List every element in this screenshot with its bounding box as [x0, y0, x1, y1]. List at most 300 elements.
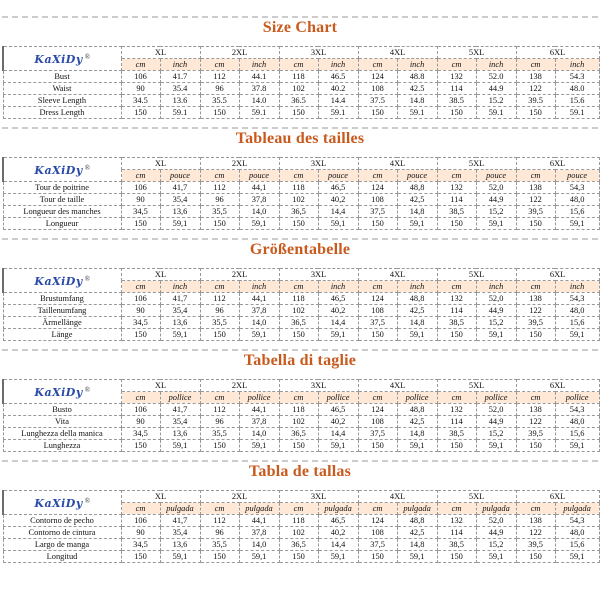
measurement-value: 39,5	[516, 317, 555, 329]
size-header-3xl: 3XL	[279, 158, 358, 170]
size-header-xl: XL	[121, 47, 200, 59]
measurement-value: 150	[279, 551, 318, 563]
measurement-value: 54.3	[555, 71, 599, 83]
measurement-value: 122	[516, 527, 555, 539]
measurement-value: 41.7	[160, 71, 200, 83]
measurement-value: 14,4	[318, 539, 358, 551]
size-table	[2, 268, 600, 341]
unit-cm: cm	[121, 392, 160, 404]
size-header-5xl: 5XL	[437, 158, 516, 170]
measurement-value: 42,5	[397, 305, 437, 317]
measurement-value: 40,2	[318, 194, 358, 206]
measurement-value: 59.1	[318, 107, 358, 119]
measurement-value: 44,1	[239, 182, 279, 194]
measurement-value: 150	[279, 440, 318, 452]
measurement-value: 150	[358, 440, 397, 452]
measurement-value: 59,1	[397, 218, 437, 230]
measurement-label: Longitud	[3, 551, 121, 563]
measurement-value: 150	[437, 107, 476, 119]
measurement-label: Dress Length	[3, 107, 121, 119]
measurement-label: Bust	[3, 71, 121, 83]
measurement-value: 59,1	[160, 218, 200, 230]
measurement-value: 41,7	[160, 293, 200, 305]
measurement-value: 108	[358, 527, 397, 539]
unit-inch: inch	[397, 281, 437, 293]
size-header-3xl: 3XL	[279, 47, 358, 59]
measurement-value: 36,5	[279, 317, 318, 329]
size-table-section	[2, 452, 598, 563]
measurement-value: 35,5	[200, 539, 239, 551]
section-title: Tabla de tallas	[249, 463, 351, 480]
measurement-value: 42,5	[397, 527, 437, 539]
size-chart-page	[2, 8, 598, 563]
unit-inch: inch	[239, 281, 279, 293]
measurement-value: 15,6	[555, 428, 599, 440]
size-header-xl: XL	[121, 380, 200, 392]
size-header-4xl: 4XL	[358, 269, 437, 281]
measurement-value: 138	[516, 71, 555, 83]
measurement-value: 52,0	[476, 293, 516, 305]
unit-inch: inch	[239, 59, 279, 71]
unit-inch: pulgada	[318, 503, 358, 515]
measurement-value: 59,1	[160, 329, 200, 341]
measurement-value: 96	[200, 305, 239, 317]
measurement-value: 52,0	[476, 404, 516, 416]
measurement-value: 37,5	[358, 428, 397, 440]
section-title-bar	[2, 230, 598, 268]
measurement-value: 59,1	[397, 551, 437, 563]
brand-logo-text: KaXiDy	[34, 385, 83, 399]
measurement-value: 132	[437, 182, 476, 194]
measurement-value: 40,2	[318, 305, 358, 317]
measurement-value: 96	[200, 83, 239, 95]
unit-cm: cm	[516, 281, 555, 293]
unit-cm: cm	[516, 392, 555, 404]
unit-cm: cm	[358, 281, 397, 293]
unit-inch: pouce	[555, 170, 599, 182]
measurement-label: Largo de manga	[3, 539, 121, 551]
measurement-value: 59,1	[160, 551, 200, 563]
size-header-3xl: 3XL	[279, 380, 358, 392]
measurement-value: 138	[516, 515, 555, 527]
unit-cm: cm	[279, 59, 318, 71]
measurement-value: 48.8	[397, 71, 437, 83]
measurement-value: 150	[279, 329, 318, 341]
brand-logo	[3, 491, 121, 515]
unit-cm: cm	[437, 503, 476, 515]
measurement-value: 44,9	[476, 527, 516, 539]
brand-logo-text: KaXiDy	[34, 274, 83, 288]
measurement-value: 150	[437, 551, 476, 563]
section-title-bar	[2, 452, 598, 490]
measurement-value: 37,5	[358, 206, 397, 218]
table-row	[3, 515, 599, 527]
size-header-5xl: 5XL	[437, 269, 516, 281]
measurement-value: 138	[516, 404, 555, 416]
brand-logo-text: KaXiDy	[34, 496, 83, 510]
measurement-value: 42.5	[397, 83, 437, 95]
measurement-value: 15.6	[555, 95, 599, 107]
measurement-value: 14,8	[397, 539, 437, 551]
measurement-value: 48,0	[555, 416, 599, 428]
brand-logo	[3, 158, 121, 182]
unit-inch: pollice	[397, 392, 437, 404]
measurement-label: Waist	[3, 83, 121, 95]
measurement-value: 37,8	[239, 416, 279, 428]
unit-cm: cm	[200, 170, 239, 182]
measurement-value: 35,5	[200, 317, 239, 329]
unit-cm: cm	[437, 59, 476, 71]
unit-inch: pulgada	[160, 503, 200, 515]
unit-cm: cm	[358, 392, 397, 404]
size-header-row	[3, 269, 599, 281]
measurement-value: 15,2	[476, 317, 516, 329]
measurement-value: 90	[121, 416, 160, 428]
measurement-label: Taillenumfang	[3, 305, 121, 317]
measurement-value: 90	[121, 527, 160, 539]
measurement-value: 96	[200, 416, 239, 428]
measurement-value: 124	[358, 515, 397, 527]
table-row	[3, 428, 599, 440]
registered-mark: ®	[84, 163, 91, 172]
measurement-value: 14,0	[239, 428, 279, 440]
size-header-3xl: 3XL	[279, 269, 358, 281]
measurement-value: 114	[437, 416, 476, 428]
measurement-value: 35,4	[160, 305, 200, 317]
size-header-xl: XL	[121, 269, 200, 281]
measurement-value: 106	[121, 293, 160, 305]
measurement-value: 118	[279, 515, 318, 527]
dashed-divider	[2, 460, 598, 462]
unit-cm: cm	[516, 503, 555, 515]
dashed-divider	[2, 127, 598, 129]
measurement-value: 132	[437, 293, 476, 305]
measurement-value: 150	[516, 329, 555, 341]
unit-cm: cm	[279, 392, 318, 404]
measurement-value: 59,1	[239, 440, 279, 452]
table-row	[3, 71, 599, 83]
measurement-value: 114	[437, 194, 476, 206]
measurement-value: 39,5	[516, 539, 555, 551]
measurement-value: 102	[279, 305, 318, 317]
measurement-value: 42,5	[397, 416, 437, 428]
brand-logo-text: KaXiDy	[34, 163, 83, 177]
measurement-value: 150	[121, 107, 160, 119]
measurement-value: 108	[358, 83, 397, 95]
size-header-4xl: 4XL	[358, 491, 437, 503]
measurement-value: 118	[279, 182, 318, 194]
unit-cm: cm	[437, 281, 476, 293]
unit-cm: cm	[121, 59, 160, 71]
size-header-xl: XL	[121, 491, 200, 503]
measurement-value: 36,5	[279, 539, 318, 551]
size-header-2xl: 2XL	[200, 380, 279, 392]
measurement-value: 46,5	[318, 182, 358, 194]
measurement-value: 118	[279, 293, 318, 305]
measurement-value: 35,4	[160, 194, 200, 206]
table-row	[3, 416, 599, 428]
unit-inch: pouce	[239, 170, 279, 182]
measurement-value: 59.1	[239, 107, 279, 119]
section-title-bar	[2, 119, 598, 157]
measurement-value: 48,8	[397, 293, 437, 305]
measurement-value: 150	[200, 107, 239, 119]
size-table	[2, 157, 600, 230]
unit-inch: pulgada	[397, 503, 437, 515]
size-header-5xl: 5XL	[437, 491, 516, 503]
measurement-value: 13,6	[160, 317, 200, 329]
brand-logo	[3, 269, 121, 293]
measurement-value: 44,9	[476, 305, 516, 317]
measurement-label: Sleeve Length	[3, 95, 121, 107]
measurement-value: 59,1	[397, 440, 437, 452]
measurement-value: 15,2	[476, 428, 516, 440]
measurement-value: 14,0	[239, 539, 279, 551]
measurement-value: 36.5	[279, 95, 318, 107]
measurement-value: 44,1	[239, 293, 279, 305]
measurement-value: 96	[200, 194, 239, 206]
measurement-value: 59,1	[160, 440, 200, 452]
unit-inch: inch	[397, 59, 437, 71]
measurement-value: 37.5	[358, 95, 397, 107]
measurement-value: 124	[358, 182, 397, 194]
unit-cm: cm	[358, 503, 397, 515]
unit-cm: cm	[437, 392, 476, 404]
measurement-value: 14,0	[239, 317, 279, 329]
measurement-value: 112	[200, 182, 239, 194]
measurement-value: 150	[516, 551, 555, 563]
measurement-value: 59,1	[476, 329, 516, 341]
measurement-value: 38,5	[437, 206, 476, 218]
unit-inch: inch	[318, 281, 358, 293]
unit-cm: cm	[121, 281, 160, 293]
unit-cm: cm	[279, 503, 318, 515]
size-header-6xl: 6XL	[516, 47, 599, 59]
size-table	[2, 379, 600, 452]
measurement-value: 14,4	[318, 206, 358, 218]
table-row	[3, 305, 599, 317]
measurement-value: 34,5	[121, 317, 160, 329]
measurement-value: 150	[437, 329, 476, 341]
measurement-value: 46,5	[318, 404, 358, 416]
measurement-value: 46.5	[318, 71, 358, 83]
unit-cm: cm	[121, 170, 160, 182]
measurement-label: Tour de taille	[3, 194, 121, 206]
measurement-value: 15,6	[555, 317, 599, 329]
measurement-value: 15,6	[555, 206, 599, 218]
measurement-value: 54,3	[555, 515, 599, 527]
measurement-value: 40.2	[318, 83, 358, 95]
size-table	[2, 490, 600, 563]
measurement-value: 41,7	[160, 182, 200, 194]
measurement-value: 102	[279, 527, 318, 539]
measurement-value: 39,5	[516, 206, 555, 218]
measurement-value: 118	[279, 404, 318, 416]
measurement-value: 59,1	[318, 440, 358, 452]
unit-inch: pollice	[160, 392, 200, 404]
measurement-value: 59.1	[476, 107, 516, 119]
unit-inch: pulgada	[476, 503, 516, 515]
measurement-value: 150	[121, 218, 160, 230]
measurement-value: 15,6	[555, 539, 599, 551]
measurement-value: 35,5	[200, 206, 239, 218]
unit-cm: cm	[279, 170, 318, 182]
measurement-value: 106	[121, 404, 160, 416]
measurement-value: 14,8	[397, 428, 437, 440]
size-header-5xl: 5XL	[437, 380, 516, 392]
measurement-value: 15,2	[476, 539, 516, 551]
size-table-section	[2, 341, 598, 452]
measurement-value: 48,8	[397, 404, 437, 416]
unit-inch: inch	[160, 59, 200, 71]
measurement-value: 112	[200, 404, 239, 416]
dashed-divider	[2, 238, 598, 240]
unit-cm: cm	[121, 503, 160, 515]
table-row	[3, 95, 599, 107]
measurement-value: 150	[358, 551, 397, 563]
measurement-value: 48.0	[555, 83, 599, 95]
measurement-value: 59.1	[397, 107, 437, 119]
size-header-4xl: 4XL	[358, 47, 437, 59]
measurement-value: 44,1	[239, 404, 279, 416]
measurement-value: 14,8	[397, 206, 437, 218]
measurement-label: Busto	[3, 404, 121, 416]
measurement-value: 37,8	[239, 305, 279, 317]
measurement-value: 59,1	[555, 329, 599, 341]
measurement-value: 59,1	[239, 329, 279, 341]
measurement-label: Vita	[3, 416, 121, 428]
measurement-value: 59,1	[476, 551, 516, 563]
measurement-value: 150	[200, 218, 239, 230]
measurement-value: 46,5	[318, 293, 358, 305]
table-row	[3, 206, 599, 218]
measurement-value: 59,1	[239, 218, 279, 230]
unit-cm: cm	[200, 392, 239, 404]
size-header-2xl: 2XL	[200, 47, 279, 59]
size-table	[2, 46, 600, 119]
measurement-value: 150	[279, 218, 318, 230]
measurement-label: Longueur	[3, 218, 121, 230]
measurement-value: 44,9	[476, 194, 516, 206]
measurement-value: 118	[279, 71, 318, 83]
measurement-value: 90	[121, 305, 160, 317]
measurement-value: 150	[358, 107, 397, 119]
measurement-value: 132	[437, 71, 476, 83]
unit-inch: inch	[318, 59, 358, 71]
brand-logo	[3, 380, 121, 404]
measurement-value: 150	[358, 218, 397, 230]
unit-cm: cm	[358, 170, 397, 182]
measurement-value: 150	[200, 329, 239, 341]
measurement-value: 40,2	[318, 416, 358, 428]
measurement-value: 59,1	[476, 218, 516, 230]
measurement-label: Lunghezza	[3, 440, 121, 452]
unit-inch: inch	[476, 281, 516, 293]
measurement-value: 96	[200, 527, 239, 539]
table-row	[3, 329, 599, 341]
table-row	[3, 440, 599, 452]
unit-cm: cm	[200, 281, 239, 293]
measurement-value: 132	[437, 515, 476, 527]
measurement-value: 106	[121, 182, 160, 194]
size-header-xl: XL	[121, 158, 200, 170]
unit-inch: pollice	[318, 392, 358, 404]
table-row	[3, 539, 599, 551]
table-row	[3, 293, 599, 305]
size-header-row	[3, 491, 599, 503]
measurement-label: Longueur des manches	[3, 206, 121, 218]
measurement-value: 122	[516, 83, 555, 95]
unit-inch: inch	[555, 59, 599, 71]
measurement-value: 124	[358, 71, 397, 83]
measurement-value: 114	[437, 305, 476, 317]
measurement-value: 37,8	[239, 194, 279, 206]
section-title-bar	[2, 8, 598, 46]
unit-cm: cm	[358, 59, 397, 71]
brand-logo-text: KaXiDy	[34, 52, 83, 66]
measurement-value: 122	[516, 305, 555, 317]
size-header-6xl: 6XL	[516, 158, 599, 170]
unit-cm: cm	[437, 170, 476, 182]
measurement-value: 124	[358, 293, 397, 305]
section-title: Tableau des tailles	[235, 130, 365, 147]
measurement-value: 59,1	[555, 440, 599, 452]
measurement-value: 52,0	[476, 515, 516, 527]
table-row	[3, 218, 599, 230]
measurement-value: 150	[200, 440, 239, 452]
measurement-value: 150	[358, 329, 397, 341]
unit-inch: pouce	[397, 170, 437, 182]
measurement-value: 122	[516, 416, 555, 428]
measurement-value: 150	[121, 440, 160, 452]
measurement-value: 14,4	[318, 428, 358, 440]
measurement-value: 108	[358, 305, 397, 317]
table-row	[3, 107, 599, 119]
measurement-value: 14,8	[397, 317, 437, 329]
measurement-value: 44,9	[476, 416, 516, 428]
measurement-value: 132	[437, 404, 476, 416]
measurement-value: 112	[200, 515, 239, 527]
measurement-value: 15.2	[476, 95, 516, 107]
measurement-value: 90	[121, 194, 160, 206]
unit-inch: pollice	[476, 392, 516, 404]
registered-mark: ®	[84, 496, 91, 505]
unit-inch: pouce	[476, 170, 516, 182]
measurement-value: 59.1	[555, 107, 599, 119]
measurement-value: 59,1	[397, 329, 437, 341]
measurement-value: 59,1	[318, 218, 358, 230]
measurement-label: Contorno de cintura	[3, 527, 121, 539]
measurement-value: 150	[516, 218, 555, 230]
size-header-2xl: 2XL	[200, 158, 279, 170]
unit-inch: inch	[160, 281, 200, 293]
measurement-value: 15,2	[476, 206, 516, 218]
measurement-label: Lunghezza della manica	[3, 428, 121, 440]
measurement-value: 108	[358, 194, 397, 206]
size-header-4xl: 4XL	[358, 158, 437, 170]
measurement-value: 150	[516, 107, 555, 119]
measurement-value: 122	[516, 194, 555, 206]
measurement-value: 34,5	[121, 539, 160, 551]
measurement-value: 44.1	[239, 71, 279, 83]
measurement-value: 124	[358, 404, 397, 416]
table-row	[3, 527, 599, 539]
size-header-row	[3, 47, 599, 59]
section-title: Size Chart	[262, 19, 338, 36]
brand-logo	[3, 47, 121, 71]
measurement-value: 38.5	[437, 95, 476, 107]
measurement-value: 90	[121, 83, 160, 95]
